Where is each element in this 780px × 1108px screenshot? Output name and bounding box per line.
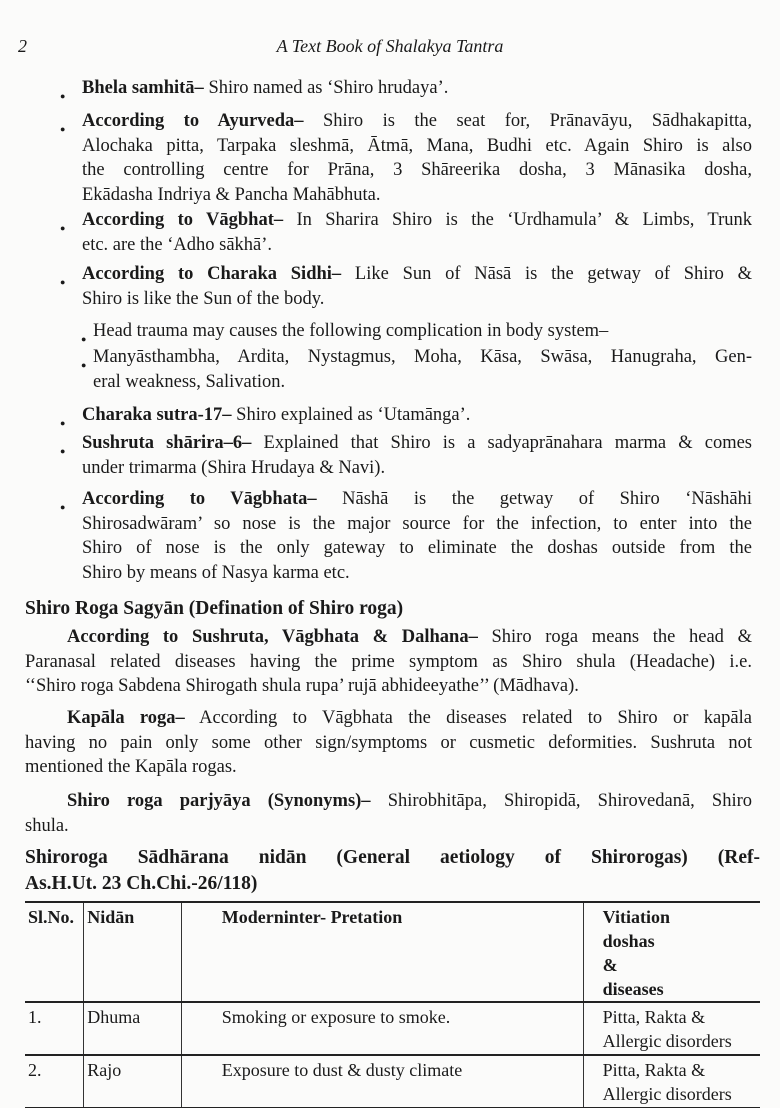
bullet-icon: ● [60,91,66,101]
header-cell: Sl.No. [25,902,84,1002]
line-text: Shiro is the seat for, Prānavāyu, Sādhakapitta, [303,111,752,131]
line-text: Shirosadwāram’ so nose is the major source for the infection, to enter into the [82,513,752,534]
line-text: Nāshā is the getway of Shiro ‘Nāshāhi [316,489,752,509]
line-text: etc. are the ‘Adho sākhā’. [82,234,273,255]
header-cell: Nidān [84,902,181,1002]
text-line [25,731,752,756]
table-cell: Dhuma [84,1002,181,1055]
bullet-icon: ● [60,418,66,428]
line-text: under trimarma (Shira Hrudaya & Navi). [82,457,386,478]
text-line [25,706,752,731]
line-text: shula. [25,815,69,836]
text-line [25,814,752,839]
text-line [82,76,752,101]
line-text: Manyāsthambha, Ardita, Nystagmus, Moha, Kāsa, Swāsa, Hanugraha, Gen- [93,347,752,367]
line-text: Shiro by means of Nasya karma etc. [82,562,350,583]
text-line [82,287,752,312]
text-line [25,650,752,675]
header-cell: Vitiation doshas & diseases [583,902,760,1002]
bullet-item [60,109,752,207]
table-cell: 2. [25,1055,84,1108]
line-text: In Sharira Shiro is the ‘Urdhamula’ & Limbs, Trunk [283,210,752,230]
table-cell: Exposure to dust & dusty climate [181,1055,583,1108]
bullet-item [81,345,752,394]
line-text: eral weakness, Salivation. [93,371,286,392]
lead-term: Bhela samhitā– [82,78,204,98]
table-cell: 1. [25,1002,84,1055]
bullet-icon: ● [60,277,66,287]
bullet-item [60,403,752,428]
paragraph [25,625,752,699]
text-line [93,370,752,395]
paragraph [25,789,752,838]
text-line [82,487,752,512]
text-line [82,431,752,456]
text-line [25,625,752,650]
line-text: Head trauma may causes the following complication in body system– [93,321,609,341]
table-cell: Rajo [84,1055,181,1108]
table-cell: Pitta, Rakta & Allergic disorders [583,1055,760,1108]
bullet-icon: ● [60,446,66,456]
lead-term: Sushruta shārira–6– [82,433,252,453]
line-text: Shiro is like the Sun of the body. [82,288,325,309]
text-line [82,134,752,159]
text-line [25,755,752,780]
running-title: A Text Book of Shalakya Tantra [276,36,504,56]
text-line [93,319,752,344]
section-heading-definition: Shiro Roga Sagyān (Defination of Shiro roga) [25,598,404,619]
line-text: Ekādasha Indriya & Pancha Mahābhuta. [82,184,381,205]
bullet-item [60,76,752,101]
bullet-item [60,262,752,311]
line-text: Shiro explained as ‘Utamānga’. [231,405,471,425]
text-line [82,208,752,233]
heading-line: As.H.Ut. 23 Ch.Chi.-26/118) [25,873,258,894]
text-line [82,109,752,134]
lead-term: Shiro roga parjyāya (Synonyms)– [67,791,371,811]
heading-line: Shiroroga Sādhārana nidān (General aetiology of Shirorogas) (Ref- [25,847,760,868]
bullet-icon: ● [81,334,87,344]
lead-term: Charaka sutra-17– [82,405,232,425]
table-cell: Pitta, Rakta & Allergic disorders [583,1002,760,1055]
line-text: According to Vāgbhata the diseases related to Shiro or kapāla [184,708,752,728]
text-line [82,233,752,258]
text-line [82,456,752,481]
text-line [82,403,752,428]
lead-term: According to Vāgbhata– [82,489,317,509]
lead-term: According to Ayurveda– [82,111,304,131]
table-row [25,1055,760,1108]
header-cell: Moderninter- Pretation [181,902,583,1002]
text-line [82,512,752,537]
text-line [82,183,752,208]
text-line [25,674,752,699]
lead-term: Kapāla roga– [67,708,185,728]
line-text: Explained that Shiro is a sadyaprānahara marma & comes [251,433,752,453]
bullet-item [60,208,752,257]
line-text: Shiro named as ‘Shiro hrudaya’. [203,78,449,98]
line-text: Like Sun of Nāsā is the getway of Shiro & [341,264,752,284]
line-text: having no pain only some other sign/symptoms or cusmetic deformities. Sushruta not [25,732,752,753]
bullet-item [60,487,752,585]
text-line [93,345,752,370]
text-line [82,158,752,183]
bullet-icon: ● [60,223,66,233]
paragraph [25,706,752,780]
line-text: Paranasal related diseases having the prime symptom as Shiro shula (Headache) i.e. [25,651,752,672]
line-text: the controlling centre for Prāna, 3 Shāreerika dosha, 3 Mānasika dosha, [82,160,752,181]
aetiology-table [25,901,760,1108]
lead-term: According to Vāgbhat– [82,210,284,230]
table-header-row [25,902,760,1002]
bullet-icon: ● [81,360,87,370]
line-text: Alochaka pitta, Tarpaka sleshmā, Ātmā, Mana, Budhi etc. Again Shiro is also [82,135,752,156]
bullet-icon: ● [60,124,66,134]
page-number: 2 [18,36,27,56]
table-row [25,1002,760,1055]
lead-term: According to Charaka Sidhi– [82,264,342,284]
table-cell: Smoking or exposure to smoke. [181,1002,583,1055]
lead-term: According to Sushruta, Vāgbhata & Dalhana– [67,627,478,647]
text-line [82,262,752,287]
bullet-item [60,431,752,480]
text-line [25,789,752,814]
text-line [82,561,752,586]
bullet-item [81,319,752,344]
text-line [82,536,752,561]
line-text: Shirobhitāpa, Shiropidā, Shirovedanā, Shiro [370,791,752,811]
line-text: mentioned the Kapāla rogas. [25,757,237,778]
section-heading-aetiology [25,845,760,897]
bullet-icon: ● [60,502,66,512]
line-text: ‘‘Shiro roga Sabdena Shirogath shula rupa’ rujā abhideeyathe’’ (Mādhava). [25,676,579,697]
line-text: Shiro roga means the head & [477,627,752,647]
line-text: Shiro of nose is the only gateway to eliminate the doshas outside from the [82,538,752,559]
